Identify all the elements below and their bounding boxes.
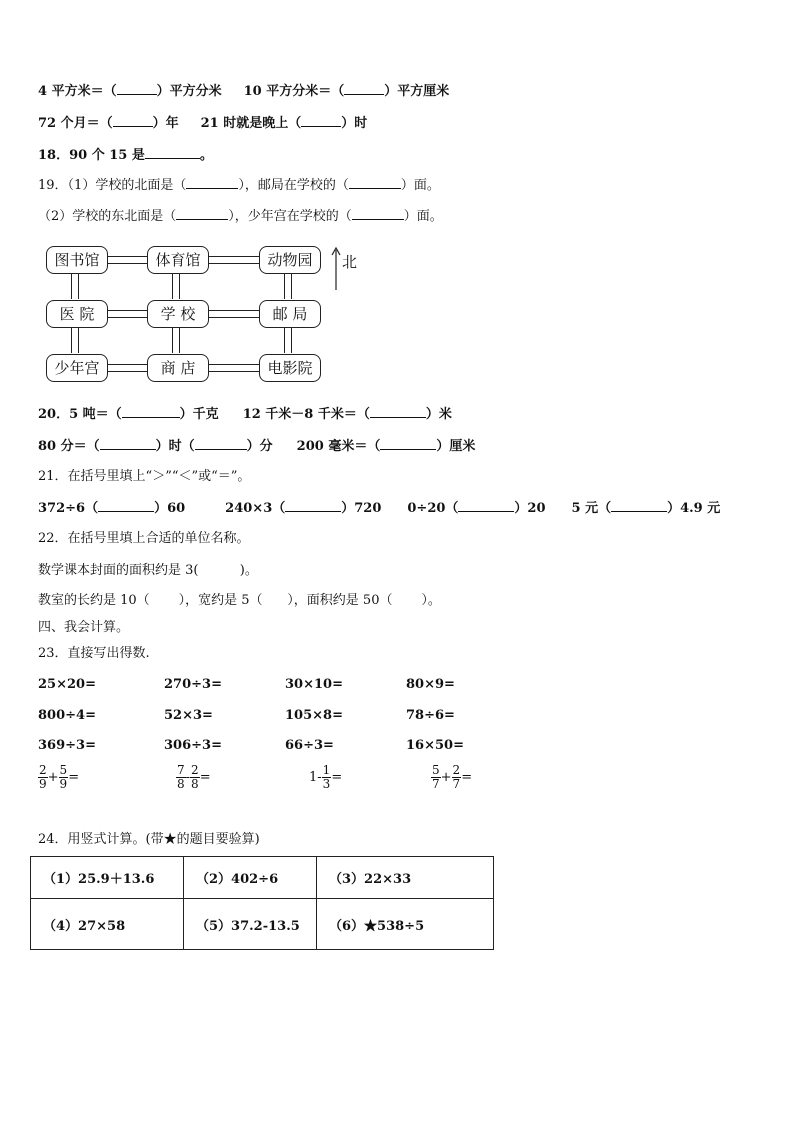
text: ）面。 xyxy=(403,209,443,224)
answer-blank[interactable] xyxy=(176,207,228,220)
text: ）面。 xyxy=(400,178,440,193)
text: 21 时就是晚上（ xyxy=(200,116,302,131)
answer-blank[interactable] xyxy=(186,176,238,189)
question-19-part-2 xyxy=(38,207,443,226)
text: 200 毫米＝（ xyxy=(296,439,381,454)
fraction: $\frac{2}{7}$ xyxy=(452,763,461,791)
north-label: 北 xyxy=(342,253,358,271)
text: ）米 xyxy=(425,407,452,422)
road xyxy=(172,327,180,353)
text: 18．90 个 15 是 xyxy=(38,148,145,163)
text: 372÷6（ xyxy=(38,501,99,516)
question-20-line-1 xyxy=(38,405,452,424)
place-shop: 商 店 xyxy=(147,354,209,382)
text: 80 分＝（ xyxy=(38,439,100,454)
equals: = xyxy=(461,770,473,785)
answer-blank[interactable] xyxy=(98,499,154,512)
place-post-office: 邮 局 xyxy=(259,300,321,328)
text: ）720 xyxy=(341,501,382,516)
answer-blank[interactable] xyxy=(301,114,341,127)
question-18 xyxy=(38,146,213,165)
fraction: $\frac{7}{8}$ xyxy=(177,763,185,791)
answer-blank[interactable] xyxy=(113,114,153,127)
answer-blank[interactable] xyxy=(611,499,667,512)
answer-blank[interactable] xyxy=(349,176,401,189)
answer-blank[interactable] xyxy=(100,437,156,450)
fraction-calc-2 xyxy=(176,764,211,791)
fraction-calc-4 xyxy=(431,764,472,791)
text: ）60 xyxy=(154,501,186,516)
vertical-calc-table xyxy=(30,856,494,950)
text: 。 xyxy=(199,148,213,163)
calc-item: 80×9= xyxy=(406,677,455,692)
table-cell[interactable]: （3）22×33 xyxy=(317,857,494,899)
text: （2）学校的东北面是（ xyxy=(38,209,177,224)
table-row xyxy=(31,899,494,950)
text: 1- xyxy=(309,770,322,785)
road xyxy=(106,256,148,264)
operator: + xyxy=(440,770,452,785)
table-cell[interactable]: （6）★538÷5 xyxy=(317,899,494,950)
calc-item: 52×3= xyxy=(164,708,213,723)
section-4-title: 四、我会计算。 xyxy=(38,620,130,635)
answer-blank[interactable] xyxy=(117,82,157,95)
answer-blank[interactable] xyxy=(458,499,514,512)
question-22-a: 数学课本封面的面积约是 3( )。 xyxy=(38,563,258,578)
question-21-items xyxy=(38,499,720,518)
text: 0÷20（ xyxy=(407,501,459,516)
question-24: 24．用竖式计算。(带★的题目要验算) xyxy=(38,832,260,847)
equals: = xyxy=(199,770,211,785)
fraction-calc-1 xyxy=(38,764,79,791)
text: ）4.9 元 xyxy=(667,501,721,516)
fraction: $\frac{5}{7}$ xyxy=(432,763,440,791)
calc-item: 369÷3= xyxy=(38,738,96,753)
calc-item: 78÷6= xyxy=(406,708,455,723)
calc-item: 66÷3= xyxy=(285,738,334,753)
table-cell[interactable]: （5）37.2-13.5 xyxy=(184,899,317,950)
answer-blank[interactable] xyxy=(285,499,341,512)
unit-conversion-line-1 xyxy=(38,82,449,101)
question-22-b: 教室的长约是 10（ ），宽约是 5（ ），面积约是 50（ ）。 xyxy=(38,593,441,608)
text: ）时（ xyxy=(155,439,195,454)
fraction: $\frac{1}{3}$ xyxy=(322,763,331,791)
equals: = xyxy=(68,770,80,785)
road xyxy=(106,364,148,372)
unit-conversion-line-2 xyxy=(38,114,367,133)
road xyxy=(206,256,260,264)
text: ）时 xyxy=(341,116,368,131)
calc-item: 16×50= xyxy=(406,738,464,753)
text: 72 个月＝（ xyxy=(38,116,113,131)
road xyxy=(71,273,79,299)
answer-blank[interactable] xyxy=(195,437,247,450)
fraction: $\frac{2}{8}$ xyxy=(191,763,199,791)
text: ），少年宫在学校的（ xyxy=(228,209,352,224)
fraction: $\frac{5}{9}$ xyxy=(59,763,68,791)
calc-item: 25×20= xyxy=(38,677,96,692)
calc-item: 30×10= xyxy=(285,677,343,692)
calc-item: 270÷3= xyxy=(164,677,222,692)
table-row xyxy=(31,857,494,899)
place-youth-palace: 少年宫 xyxy=(46,354,108,382)
operator: + xyxy=(47,770,59,785)
road xyxy=(284,273,292,299)
fraction: $\frac{2}{9}$ xyxy=(39,763,47,791)
table-cell[interactable]: （2）402÷6 xyxy=(184,857,317,899)
table-cell[interactable]: （1）25.9＋13.6 xyxy=(31,857,184,899)
text: 240×3（ xyxy=(225,501,286,516)
question-22: 22．在括号里填上合适的单位名称。 xyxy=(38,531,250,546)
place-hospital: 医 院 xyxy=(46,300,108,328)
place-zoo: 动物园 xyxy=(259,246,321,274)
question-23: 23．直接写出得数. xyxy=(38,646,150,661)
text: ）年 xyxy=(152,116,179,131)
question-21: 21．在括号里填上“＞”“＜”或“＝”。 xyxy=(38,469,251,484)
text: ）分 xyxy=(246,439,273,454)
text: 5 元（ xyxy=(571,501,612,516)
north-arrow-icon xyxy=(330,246,342,292)
road xyxy=(206,310,260,318)
answer-blank[interactable] xyxy=(344,82,384,95)
calc-item: 105×8= xyxy=(285,708,343,723)
text: ）20 xyxy=(514,501,546,516)
text: ）厘米 xyxy=(436,439,476,454)
equals: = xyxy=(331,770,343,785)
answer-blank[interactable] xyxy=(370,405,426,418)
question-20-line-2 xyxy=(38,437,475,456)
answer-blank[interactable] xyxy=(145,146,200,159)
text: 10 平方分米＝（ xyxy=(243,84,345,99)
text: ），邮局在学校的（ xyxy=(238,178,349,193)
text: ）平方厘米 xyxy=(384,84,450,99)
place-school: 学 校 xyxy=(147,300,209,328)
answer-blank[interactable] xyxy=(380,437,436,450)
text: 12 千米－8 千米＝（ xyxy=(242,407,370,422)
place-gym: 体育馆 xyxy=(147,246,209,274)
road xyxy=(284,327,292,353)
road xyxy=(172,273,180,299)
calc-item: 306÷3= xyxy=(164,738,222,753)
text: 4 平方米＝（ xyxy=(38,84,117,99)
road xyxy=(106,310,148,318)
place-cinema: 电影院 xyxy=(259,354,321,382)
operator: - xyxy=(185,770,191,785)
text: ）平方分米 xyxy=(156,84,222,99)
text: 19．（1）学校的北面是（ xyxy=(38,178,187,193)
question-19-part-1 xyxy=(38,176,440,195)
road xyxy=(206,364,260,372)
text: ）千克 xyxy=(179,407,219,422)
text: 20．5 吨＝（ xyxy=(38,407,122,422)
answer-blank[interactable] xyxy=(352,207,404,220)
road xyxy=(71,327,79,353)
answer-blank[interactable] xyxy=(122,405,180,418)
calc-item: 800÷4= xyxy=(38,708,96,723)
table-cell[interactable]: （4）27×58 xyxy=(31,899,184,950)
place-library: 图书馆 xyxy=(46,246,108,274)
fraction-calc-3 xyxy=(309,764,342,791)
